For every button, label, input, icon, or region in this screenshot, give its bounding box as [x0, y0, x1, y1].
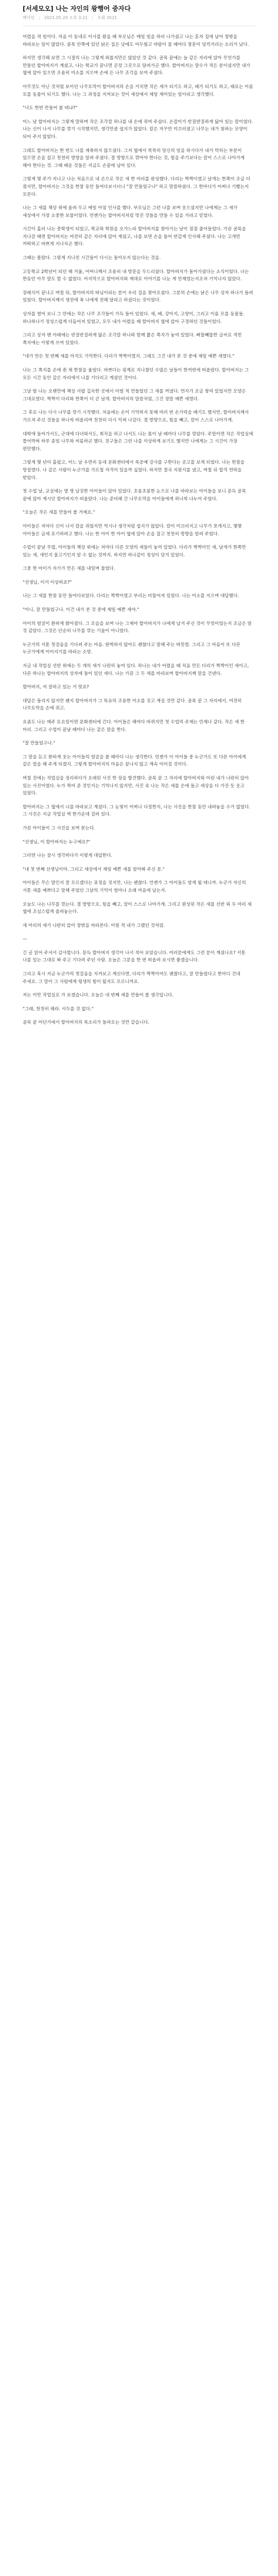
post-paragraph: 그렇게 몇 년이 흘렀고, 어느 날 우연히 동네 문화센터에서 목공예 강사를 구한다는 공고를 보게 되었다. 나는 한참을 망설였다. 나 같은 사람이 누군가를 가르칠 자격이 있을까 싶었다. 하지만 결국 지원서를 냈고, 며칠 뒤 합격 연락을 받았다. [23, 460, 245, 481]
post-paragraph: 요즘도 나는 매주 토요일이면 문화센터에 간다. 아이들은 해마다 바뀌지만 첫 수업의 주제는 언제나 같다. 작은 새 한 마리. 그리고 수업이 끝날 때마다 나는 같은 말을 한다. [23, 720, 245, 733]
post-paragraph: "오늘은 작은 새를 만들어 볼 거예요." [23, 510, 95, 516]
post-title: [서세모오] 나는 자인의 왕행어 중자다 [23, 5, 131, 12]
post-paragraph: 나는 그 새를 책상 위에 올려 두고 매일 아침 인사를 했다. 부모님은 그런 나를 보며 웃으셨지만 나에게는 그 새가 세상에서 가장 소중한 보물이었다. 언젠가는 할아버지처럼 멋진 것들을 만들 수 있을 거라고 믿었다. [23, 206, 238, 218]
post-paragraph: 누군가의 서툰 첫걸음을 기다려 주는 마음. 완벽하지 않아도 괜찮다고 말해 주는 따뜻함. 그리고 그 마음이 또 다른 누군가에게 이어지기를 바라는 소망. [23, 642, 240, 655]
post-paragraph: 그리고 혹시 지금 누군가의 첫걸음을 지켜보고 계신다면, 다리가 짝짝이여도 괜찮다고, 잘 만들었다고 한마디 건네 주세요. 그 말이 그 사람에게 평생의 힘이 될지도 모르니까요. [23, 972, 240, 985]
post-paragraph: 며칠 전에는 작업실을 정리하다가 오래된 사진 한 장을 발견했다. 골목 끝 그 자리에 할아버지와 어린 내가 나란히 앉아 있는 사진이었다. 누가 찍어 준 것인지는 기억나지 않지만, 사진 속 나는 작은 새를 손에 들고 세상을 다 가진 듯 웃고 있었다. [23, 775, 249, 796]
post-paragraph: "그래, 천천히 해라. 서두를 것 없다." [23, 1006, 94, 1012]
post-paragraph: 그렇게 몇 주가 지나고 나는 처음으로 내 손으로 작은 새 한 마리를 완성했다. 다리는 짝짝이였고 날개는 한쪽이 조금 더 컸지만, 할아버지는 그것을 한참 동안 들여다보시더니 "잘 만들었구나" 하고 말씀하셨다. 그 한마디가 어찌나 기뻤는지 모른다. [23, 177, 251, 197]
post-paragraph: 그러면 나는 잠시 생각하다가 이렇게 대답한다. [23, 853, 113, 859]
post-paragraph: "선생님, 이거 이상하죠?" [23, 580, 72, 585]
post-paragraph: 고등학교 2학년이 되던 해 겨울, 어머니께서 조용히 내 방문을 두드리셨다. 할아버지가 돌아가셨다는 소식이었다. 나는 한동안 아무 말도 할 수 없었다. 마지막으로 할아버지와 제대로 이야기를 나눈 게 언제였는지조차 기억나지 않았다. [23, 269, 249, 282]
post-paragraph: 아이들은 무슨 말인지 잘 모르겠다는 표정을 짓지만, 나는 괜찮다. 언젠가 그 아이들도 알게 될 테니까. 누군가 자신의 서툰 새를 예쁘다고 말해 주었던 그날의 기억이 얼마나 오래 마음에 남는지. [23, 880, 246, 893]
post-paragraph: "네가 만든 첫 번째 새를 아직도 기억한다. 다리가 짝짝이였지. 그래도 그건 내가 본 것 중에 제일 예쁜 새였다." [23, 354, 235, 360]
post-paragraph: 아이들은 저마다 신이 나서 칼을 쥐었지만 역시나 생각처럼 쉽지가 않았다. 칼이 미끄러지고 나무가 쪼개지고, 몇몇 아이들은 금세 포기하려고 했다. 나는 한 아이 한 아이 옆에 앉아 손을 잡고 천천히 방향을 알려 주었다. [23, 523, 242, 537]
post-paragraph: 아무것도 아닌 것처럼 보이던 나무토막이 할아버지의 손을 거치면 작은 새가 되기도 하고, 배가 되기도 하고, 때로는 이름 모를 동물이 되기도 했다. 나는 그 과정을 지켜보는 것이 세상에서 제일 재미있는 일이라고 생각했다. [23, 84, 253, 97]
post-paragraph: "내 첫 번째 선생님이야. 그리고 세상에서 제일 예쁜 새를 알아봐 주신 분." [23, 867, 165, 872]
post-paragraph: 상자를 열어 보니 그 안에는 작은 나무 조각들이 가득 들어 있었다. 새, 배, 강아지, 고양이, 그리고 이름 모를 동물들. 하나하나가 정성스럽게 다듬어져 있었고, 모두 내가 어렸을 때 할아버지 옆에 앉아 구경하던 것들이었다. [23, 312, 245, 325]
post-paragraph: 저는 이만 작업실로 가 보겠습니다. 오늘은 네 번째 새를 만들어 볼 생각입니다. [23, 993, 173, 998]
post-paragraph: 오늘도 나는 나무를 깎는다. 결 방향으로, 힘을 빼고, 칼이 스스로 나아가게. 그리고 완성된 작은 새를 선반 위 두 마리 새 옆에 조심스럽게 올려놓는다. [23, 902, 252, 915]
post-paragraph: 대답은 들리지 않지만 왠지 할아버지가 그 특유의 조용한 미소를 짓고 계실 것만 같다. 골목 끝 그 자리에서, 여전히 나무토막을 손에 쥐고. [23, 698, 242, 711]
post-paragraph: 나는 그 새를 한참 동안 들여다보았다. 다리는 짝짝이였고 부리는 비뚤어져 있었다. 나는 미소를 지으며 대답했다. [23, 594, 239, 599]
post-paragraph: 어느 날 할아버지는 그렇게 말하며 작은 조각칼 하나를 내 손에 쥐여 주셨다. 손잡이가 반질반질하게 닳아 있는 칼이었다. 나는 신이 나서 나무를 깎기 시작했지만, 생각만큼 쉽지가 않았다. 칼은 자꾸만 미끄러졌고 나무는 내가 원하는 모양이 되어 주지 않았다. [23, 119, 253, 140]
meta-separator: | [92, 15, 93, 20]
post-paragraph: 할아버지는 그 옆에서 나를 바라보고 계셨다. 그 눈빛이 어찌나 다정한지, 나는 사진을 한참 동안 내려놓을 수가 없었다. 그 사진은 지금 작업실 벽 한가운데 걸려 있다. [23, 804, 251, 818]
post-paragraph: 할아버지, 저 잘하고 있는 거 맞죠? [23, 685, 89, 690]
post-paragraph: 첫 수업 날, 교실에는 열 명 남짓한 아이들이 앉아 있었다. 초롱초롱한 눈으로 나를 바라보는 아이들을 보니 문득 골목 끝에 앉아 계시던 할아버지가 떠올랐다. 나는 준비해 간 나무토막을 아이들에게 하나씩 나누어 주었다. [23, 489, 246, 502]
post-paragraph: 대학에 들어가서도, 군대에 다녀와서도, 취직을 하고 나서도 나는 틈이 날 때마다 나무를 깎았다. 주말이면 작은 작업실에 틀어박혀 하루 종일 나무와 씨름하곤 했다. 친구들은 그런 나를 이상하게 보기도 했지만 나에게는 그 시간이 가장 편안했다. [23, 431, 253, 452]
post-views: 조회 3521 [97, 15, 117, 20]
post-paragraph: 장례식이 끝나고 며칠 뒤, 할아버지의 따님이라는 분이 우리 집을 찾아오셨다. 그분의 손에는 낡은 나무 상자 하나가 들려 있었다. 할아버지께서 생전에 꼭 나에게 전해 달라고 하셨다는 것이었다. [23, 290, 253, 303]
post-paragraph: 가끔 아이들이 그 사진을 보며 묻는다. [23, 825, 95, 831]
post-body [23, 33, 254, 1027]
post-date: 2021.05.20 오후 3:21 [44, 15, 88, 20]
meta-separator: | [39, 15, 40, 20]
post-paragraph: "선생님, 이 할아버지는 누구예요?" [23, 839, 91, 845]
post-meta [23, 15, 255, 21]
post-paragraph: 그리고 상자 맨 아래에는 반질반질하게 닳은 조각칼 하나와 함께 짧은 쪽지가 놓여 있었다. 삐뚤빼뚤한 글씨로 적힌 쪽지에는 이렇게 쓰여 있었다. [23, 333, 242, 346]
post-paragraph: 어렸을 적 일이다. 처음 이 동네로 이사를 왔을 때 부모님은 매일 일을 하러 나가셨고 나는 혼자 집에 남아 창밖을 바라보는 일이 많았다. 골목 안쪽에 있던 낡은 집은 낮에도 어두웠고 바람이 불 때마다 창문이 덜컥거리는 소리가 났다. [23, 35, 249, 47]
post-paragraph: 수업이 끝날 무렵, 아이들의 책상 위에는 저마다 다른 모양의 새들이 놓여 있었다. 다리가 짝짝이인 새, 날개가 한쪽만 있는 새, 새인지 물고기인지 알 수 없는 것까지. 하지만 하나같이 정성이 담겨 있었다. [23, 545, 246, 558]
post-paragraph: — [23, 937, 27, 942]
post-paragraph: 그 후로 나는 다시 나무를 깎기 시작했다. 처음에는 손이 기억하지 못해 여러 번 손가락을 베기도 했지만, 할아버지께서 가르쳐 주신 것들을 하나씩 떠올리며 천천히 다시 익혀 나갔다. 결 방향으로, 힘을 빼고, 칼이 스스로 나아가게. [23, 410, 249, 423]
post-paragraph: 그날 밤 나는 오랜만에 책상 서랍 깊숙한 곳에서 어릴 적 만들었던 그 새를 꺼냈다. 먼지가 조금 쌓여 있었지만 모양은 그대로였다. 짝짝이 다리와 한쪽이 더 큰 날개. 할아버지의 말씀처럼, 그건 정말 예쁜 새였다. [23, 389, 246, 402]
post-paragraph: 긴 글 읽어 주셔서 감사합니다. 문득 할아버지 생각이 나서 적어 보았습니다. 여러분에게도 그런 분이 계셨나요? 서툰 나를 있는 그대로 봐 주고 기다려 주던 사람. 오늘은 그분을 한 번 떠올려 보시면 좋겠습니다. [23, 950, 246, 963]
post-paragraph: 골목 끝 어딘가에서 할아버지의 목소리가 들려오는 것만 같습니다. [23, 1020, 149, 1026]
post-paragraph: 시간이 흘러 나는 중학생이 되었고, 학교와 학원을 오가느라 할아버지를 찾아가는 날이 점점 줄어들었다. 가끔 골목을 지나갈 때면 할아버지는 여전히 같은 자리에 앉아 계셨고, 나를 보면 손을 들어 반갑게 인사해 주셨다. 나는 고개만 까딱하고 바쁘게 지나치곤 했다. [23, 227, 246, 247]
post-paragraph: 그래도 할아버지는 한 번도 나를 재촉하지 않으셨다. 그저 옆에서 묵묵히 당신의 일을 하시다가 내가 막히는 부분이 있으면 손을 잡고 천천히 방향을 알려 주셨다. 결 방향으로 깎아야 한다는 것, 힘을 주기보다는 칼이 스스로 나아가게 해야 한다는 것. 그때 배운 것들은 지금도 손끝에 남아 있다. [23, 148, 245, 168]
post-paragraph: 그때는 몰랐다. 그렇게 지나친 시간들이 다시는 돌아오지 않는다는 것을. [23, 256, 161, 261]
post-paragraph: 지금 내 작업실 선반 위에는 두 개의 새가 나란히 놓여 있다. 하나는 내가 어렸을 때 처음 만든 다리가 짝짝이인 새이고, 다른 하나는 할아버지의 상자에 들어 있던 새다. 나는 가끔 그 두 새를 바라보며 할아버지께 말을 건넨다. [23, 664, 249, 676]
post-paragraph: 아이의 얼굴이 환하게 밝아졌다. 그 모습을 보며 나는 그제야 할아버지가 나에게 남겨 주신 것이 무엇이었는지 조금은 알 것 같았다. 그것은 단순히 나무를 깎는 기술이 아니었다. [23, 621, 252, 634]
post-header [23, 4, 255, 26]
post-paragraph: 하지만 생각해 보면 그 시절의 나는 그렇게 외롭지만은 않았던 것 같다. 골목 끝에는 늘 같은 자리에 앉아 무언가를 만들던 할아버지가 계셨고, 나는 학교가 끝나면 곧장 그곳으로 달려가곤 했다. 할아버지는 말수가 적은 분이셨지만 내가 옆에 앉아 있으면 조용히 미소를 지으며 손에 든 나무 조각을 보여 주셨다. [23, 56, 251, 76]
post-paragraph: "잘 만들었구나." [23, 741, 56, 747]
post-paragraph: 세 마리의 새가 나란히 앉아 창밖을 바라본다. 어릴 적 내가 그랬던 것처럼. [23, 923, 165, 928]
post-paragraph: 그 말을 듣고 환하게 웃는 아이들의 얼굴을 볼 때마다 나는 생각한다. 언젠가 이 아이들 중 누군가도 또 다른 아이에게 같은 말을 해 주게 되겠지. 그렇게 할아버지의 마음은 끝나지 않고 계속 이어질 것이다. [23, 754, 246, 768]
post-author[interactable]: 백사인 [23, 15, 35, 20]
post-paragraph: 그중 한 아이가 자기가 만든 새를 내밀며 물었다. [23, 566, 115, 572]
post-paragraph: 나는 그 쪽지를 손에 쥔 채 한참을 울었다. 바쁘다는 핑계로 지나쳤던 수많은 날들이 한꺼번에 떠올랐다. 할아버지는 그 모든 시간 동안 같은 자리에서 나를 기다리고 계셨던 것이다. [23, 368, 249, 381]
post-paragraph: "너도 한번 만들어 볼 테냐?" [23, 106, 78, 111]
post-paragraph: "아니, 잘 만들었구나. 이건 내가 본 것 중에 제일 예쁜 새야." [23, 607, 140, 613]
